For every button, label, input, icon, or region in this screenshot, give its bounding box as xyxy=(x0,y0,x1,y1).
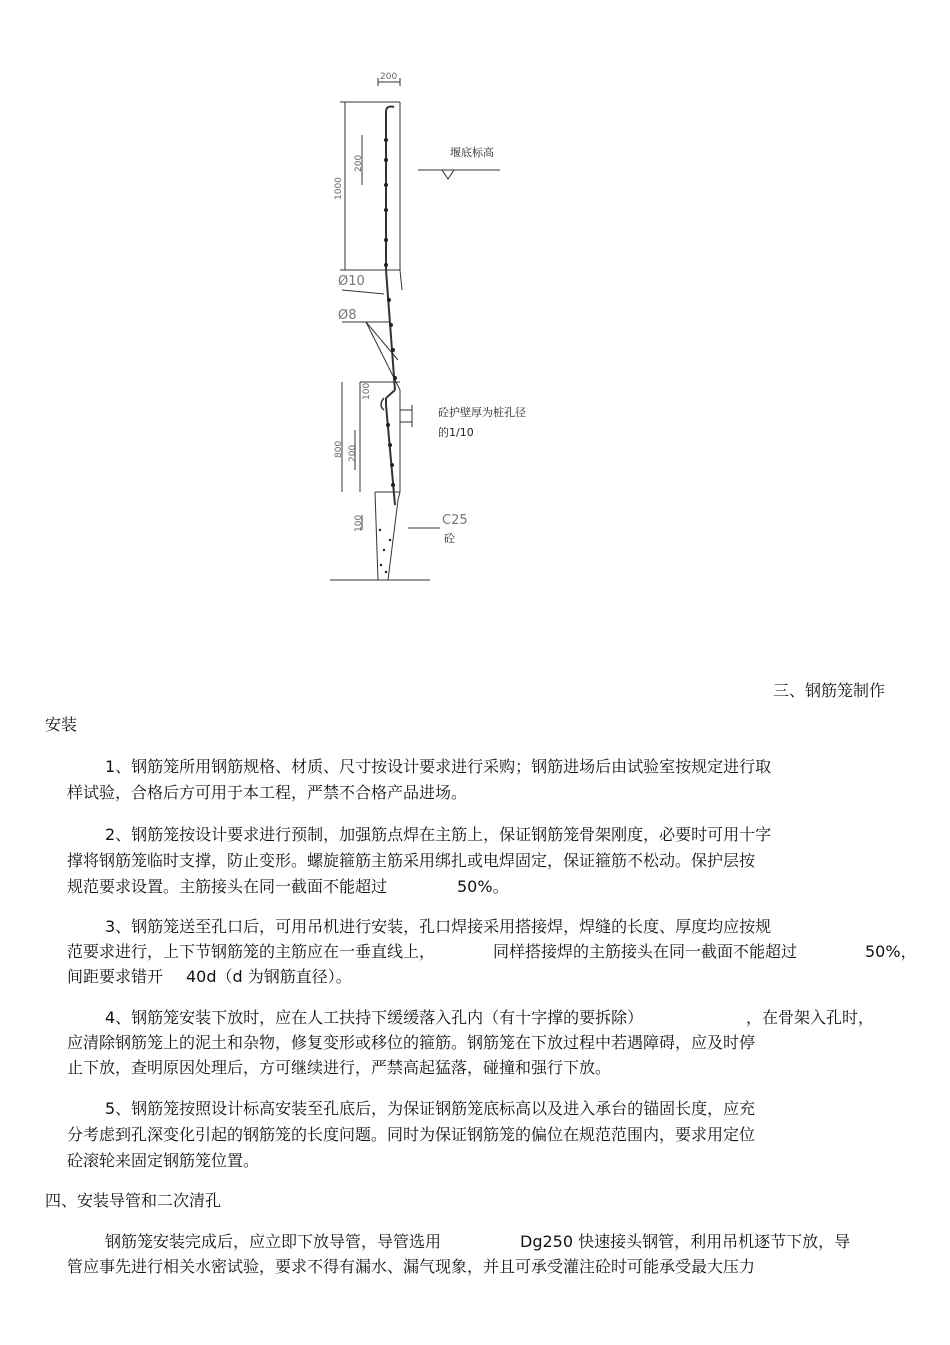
label-wall-ratio: 的1/10 xyxy=(438,426,474,439)
dim-200-upper: 200 xyxy=(354,154,364,172)
para-1-line-1: 1、钢筋笼所用钢筋规格、材质、尺寸按设计要求进行采购；钢筋进场后由试验室按规定进行取 xyxy=(105,757,772,776)
label-wall-thickness: 砼护壁厚为桩孔径 xyxy=(438,406,526,419)
dim-1000: 1000 xyxy=(334,177,344,200)
para-3-line-3a: 间距要求错开 xyxy=(67,967,164,986)
label-concrete: 砼 xyxy=(444,532,455,545)
para-3-line-2c: 50%， xyxy=(865,942,917,961)
dim-100-bottom: 100 xyxy=(354,514,364,532)
para-2-line-3b: 50%。 xyxy=(457,877,509,896)
para-5-line-1: 5、钢筋笼按照设计标高安装至孔底后，为保证钢筋笼底标高以及进入承台的锚固长度，应充 xyxy=(105,1099,756,1118)
para-2-line-2: 撑将钢筋笼临时支撑，防止变形。螺旋箍筋主筋采用绑扎或电焊固定，保证箍筋不松动。保护层按 xyxy=(67,851,756,870)
para-6-line-2: 管应事先进行相关水密试验，要求不得有漏水、漏气现象，并且可承受灌注砼时可能承受最大压力 xyxy=(67,1257,756,1276)
para-2-line-1: 2、钢筋笼按设计要求进行预制，加强筋点焊在主筋上，保证钢筋笼骨架刚度，必要时可用十字 xyxy=(105,825,772,844)
para-3-line-3b: 40d（d 为钢筋直径）。 xyxy=(186,967,352,986)
section-3-heading: 三、钢筋笼制作 xyxy=(773,681,886,700)
dim-top: 200 xyxy=(380,72,398,82)
rebar-cage-drawing xyxy=(320,60,550,600)
para-6-line-1a: 钢筋笼安装完成后，应立即下放导管，导管选用 xyxy=(105,1232,442,1251)
label-weir-level: 堰底标高 xyxy=(450,146,494,159)
dim-800: 800 xyxy=(334,440,344,458)
section-4-heading: 四、安装导管和二次清孔 xyxy=(45,1191,222,1210)
label-dia-10: Ø10 xyxy=(338,274,365,289)
para-1-line-2: 样试验，合格后方可用于本工程，严禁不合格产品进场。 xyxy=(67,783,468,802)
para-3-line-1: 3、钢筋笼送至孔口后，可用吊机进行安装，孔口焊接采用搭接焊，焊缝的长度、厚度均应按规 xyxy=(105,917,772,936)
label-c25: C25 xyxy=(442,513,468,528)
para-5-line-3: 砼滚轮来固定钢筋笼位置。 xyxy=(67,1151,260,1170)
para-4-line-1b: ，在骨架入孔时， xyxy=(746,1008,875,1027)
para-2-line-3a: 规范要求设置。主筋接头在同一截面不能超过 xyxy=(67,877,388,896)
section-3-heading-cont: 安装 xyxy=(45,715,78,734)
dim-100: 100 xyxy=(362,382,372,400)
para-4-line-1a: 4、钢筋笼安装下放时，应在人工扶持下缓缓落入孔内（有十字撑的要拆除） xyxy=(105,1008,644,1027)
para-6-line-1b: Dg250 快速接头钢管，利用吊机逐节下放，导 xyxy=(520,1232,851,1251)
para-3-line-2a: 范要求进行，上下节钢筋笼的主筋应在一垂直线上， xyxy=(67,942,436,961)
label-dia-8: Ø8 xyxy=(338,308,357,323)
dim-200-lower: 200 xyxy=(348,444,358,462)
para-3-line-2b: 同样搭接焊的主筋接头在同一截面不能超过 xyxy=(493,942,798,961)
para-5-line-2: 分考虑到孔深变化引起的钢筋笼的长度问题。同时为保证钢筋笼的偏位在规范范围内，要求用定位 xyxy=(67,1125,756,1144)
para-4-line-3: 止下放，查明原因处理后，方可继续进行，严禁高起猛落，碰撞和强行下放。 xyxy=(67,1058,612,1077)
para-4-line-2: 应清除钢筋笼上的泥土和杂物，修复变形或移位的箍筋。钢筋笼在下放过程中若遇障碍，应及时停 xyxy=(67,1033,756,1052)
